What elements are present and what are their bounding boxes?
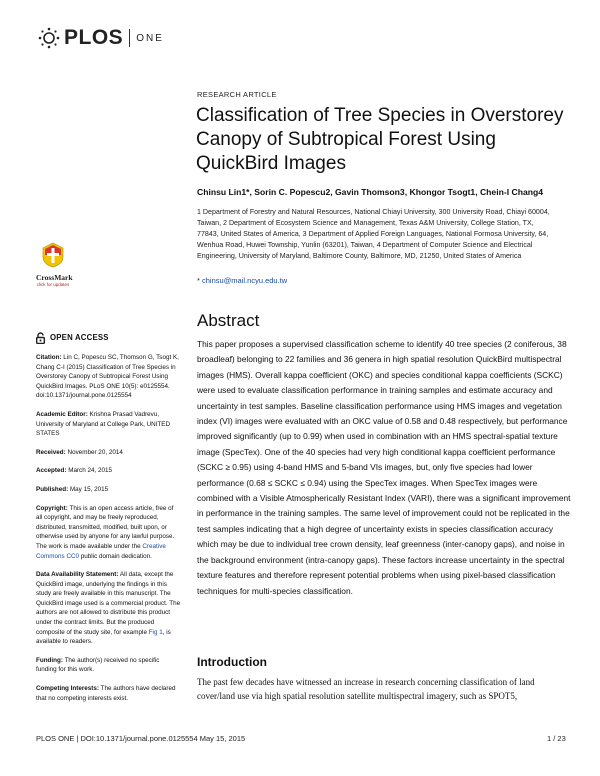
citation-label: Citation: bbox=[36, 354, 62, 361]
introduction-text: The past few decades have witnessed an increase in research concerning classification of land cover/land use via high spatial resolution satellite multispectral imagery, such as SPOT5, bbox=[197, 677, 535, 702]
open-access-label: OPEN ACCESS bbox=[50, 333, 109, 343]
crossmark-title: CrossMark bbox=[36, 273, 73, 282]
published-block bbox=[36, 485, 181, 495]
funding-label: Funding: bbox=[36, 656, 63, 664]
plos-sun-icon bbox=[36, 27, 62, 49]
plos-logo bbox=[36, 26, 164, 50]
affiliations: 1 Department of Forestry and Natural Resources, National Chiayi University, 300 University Road, Chiayi 60004, Taiwan, 2 Department of Ecosystem Science and Management, Texas A&M University, College Station, TX, 77843, United States of America, 3 Department of Applied Foreign Languages, National Formosa University, 64, Wenhua Road, Huwei Township, Yunlin (63201), Taiwan, 4 Department of Computer Science and Electrical Engineering, University of Maryland, Baltimore County, Baltimore, MD, 21250, United States of America bbox=[197, 208, 550, 260]
abstract-text: This paper proposes a supervised classification scheme to identify 40 tree species (2 coniferous, 38 broadleaf) belonging to 22 families and 36 genera in high spatial resolution QuickBird multispectral images (HMS). Overall kappa coefficient (OKC) and species conditional kappa coefficients (SCKC) were used to evaluate classification performance in training samples and estimate accuracy and uncertainty in test samples. Baseline classification performance using HMS images and vegetation index (VI) images were evaluated with an OKC value of 0.58 and 0.48 respectively, but performance improved significantly (up to 0.99) when used in combination with an HMS spectral-spatial texture image (SpecTex). One of the 40 species had very high conditional kappa coefficient performance (SCKC ≥ 0.95) using 4-band HMS and 5-band VIs images, but, only five species had lower performance (0.68 ≤ SCKC ≤ 0.94) using the SpecTex images. When SpecTex images were combined with a Visible Atmospherically Resistant Index (VARI), there was a significant improvement in performance in the training samples. The same level of improvement could not be replicated in the test samples indicating that a high degree of uncertainty exists in species classification accuracy which may be due to individual tree crown density, leaf greenness (inter-canopy gaps), and noise in the background environment (intra-canopy gaps). These factors increase uncertainty in the spectral texture features and therefore represent potential problems when using pixel-based classification techniques for multi-species classification. bbox=[197, 339, 571, 596]
copyright-text: This is an open access article, free of all copyright, and may be freely reproduced, distributed, transmitted, modified, built upon, or otherwise used by anyone for any lawful purpose. The work is made available under the bbox=[36, 504, 175, 550]
funding-text: The author(s) received no specific funding for this work. bbox=[36, 656, 160, 674]
email-marker: * bbox=[197, 276, 200, 285]
open-access-badge bbox=[36, 332, 181, 344]
competing-interests-block bbox=[36, 684, 181, 703]
introduction-heading: Introduction bbox=[197, 655, 267, 669]
article-sidebar bbox=[36, 332, 181, 712]
abstract-heading: Abstract bbox=[197, 311, 260, 330]
publisher-name: PLOS bbox=[64, 26, 124, 49]
published-date: May 15, 2015 bbox=[69, 485, 109, 493]
received-label: Received: bbox=[36, 448, 66, 456]
copyright-label: Copyright: bbox=[36, 504, 68, 512]
data-availability-label: Data Availability Statement: bbox=[36, 571, 119, 579]
creative-commons-link[interactable]: Creative Commons CC0 bbox=[36, 542, 166, 560]
logo-divider bbox=[129, 29, 130, 47]
open-lock-icon bbox=[36, 332, 45, 344]
funding-block bbox=[36, 656, 181, 675]
editor-label: Academic Editor: bbox=[36, 410, 88, 418]
email-link[interactable]: chinsu@mail.ncyu.edu.tw bbox=[202, 276, 288, 285]
editor-block bbox=[36, 410, 181, 439]
author-list: Chinsu Lin1*, Sorin C. Popescu2, Gavin Thomson3, Khongor Tsogt1, Chein-I Chang4 bbox=[197, 187, 544, 197]
competing-interests-label: Competing Interests: bbox=[36, 685, 99, 693]
citation-block bbox=[36, 353, 181, 401]
copyright-text-end: public domain dedication. bbox=[80, 552, 152, 560]
citation-text: Lin C, Popescu SC, Thomson G, Tsogt K, Chang C-I (2015) Classification of Tree Species in Overstorey Canopy of Subtropical Forest Using QuickBird Images. PLoS ONE 10(5): e0125554. doi:10.1371/journal.pone.0125554 bbox=[36, 354, 179, 400]
accepted-label: Accepted: bbox=[36, 467, 67, 475]
crossmark-icon bbox=[41, 242, 65, 268]
received-date: November 20, 2014 bbox=[67, 448, 123, 456]
received-block bbox=[36, 448, 181, 458]
editor-text: Krishna Prasad Vadrevu, University of Maryland at College Park, UNITED STATES bbox=[36, 410, 171, 438]
page-number: 1 / 23 bbox=[547, 734, 566, 743]
data-availability-text-end: , is available to readers. bbox=[36, 628, 171, 646]
accepted-date: March 24, 2015 bbox=[68, 467, 112, 475]
published-label: Published: bbox=[36, 485, 69, 493]
copyright-block bbox=[36, 504, 181, 562]
page-footer: PLOS ONE | DOI:10.1371/journal.pone.0125554 May 15, 2015 bbox=[36, 734, 246, 743]
crossmark-subtitle: click for updates bbox=[36, 282, 70, 287]
crossmark-badge[interactable] bbox=[36, 242, 73, 287]
data-availability-block bbox=[36, 570, 181, 647]
article-type: RESEARCH ARTICLE bbox=[197, 90, 277, 99]
journal-name: ONE bbox=[136, 32, 164, 44]
competing-interests-text: The authors have declared that no competing interests exist. bbox=[36, 685, 176, 702]
article-title: Classification of Tree Species in Overstorey Canopy of Subtropical Forest Using QuickBird Images bbox=[196, 105, 564, 174]
accepted-block bbox=[36, 466, 181, 476]
data-availability-text: All data, except the QuickBird image, underlying the findings in this study are freely available in this manuscript. The QuickBird image used is a commercial product. The authors are not allowed to distribute this product under the contract limits. But the produced composite of the study site, for example bbox=[36, 571, 181, 636]
corresponding-email bbox=[197, 276, 287, 285]
figure-1-link[interactable]: Fig 1 bbox=[148, 628, 163, 636]
